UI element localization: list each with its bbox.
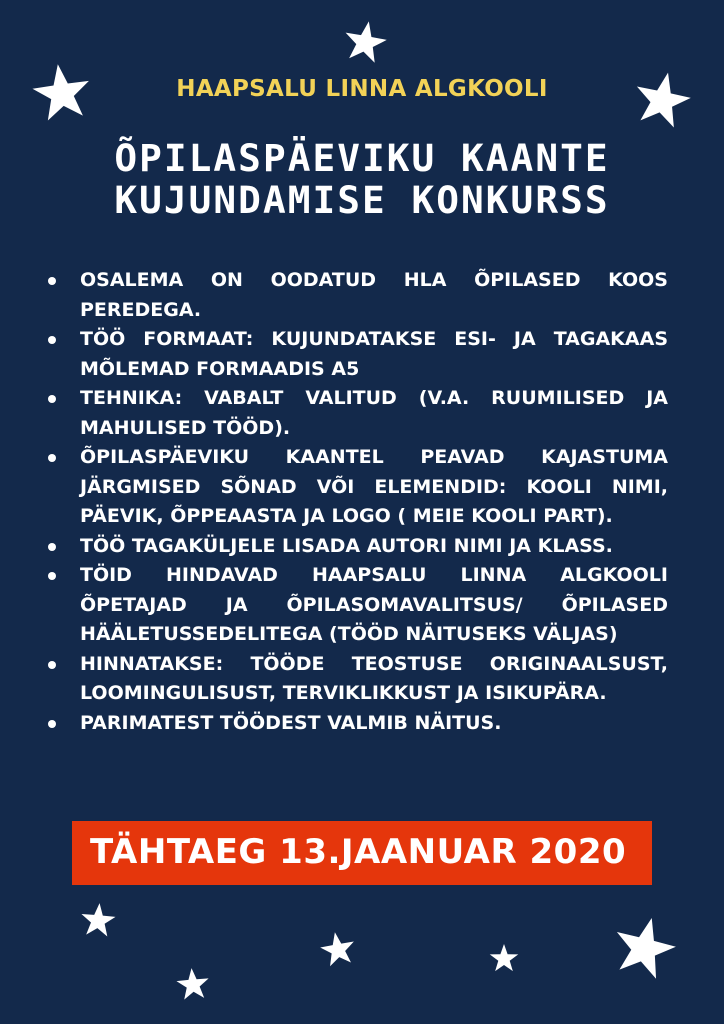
- list-item: [40, 532, 668, 562]
- list-item: [40, 709, 668, 739]
- rule-text: ÕPILASPÄEVIKU KAANTEL PEAVAD KAJASTUMA JÄRGMISED SÕNAD VÕI ELEMENDID: KOOLI NIMI, PÄEVIK, ÕPPEAASTA JA LOGO ( MEIE KOOLI PART).: [80, 446, 668, 527]
- star-icon: [320, 932, 356, 968]
- rule-text: TÖÖ FORMAAT: KUJUNDATAKSE ESI- JA TAGAKAAS MÕLEMAD FORMAADIS A5: [80, 328, 668, 380]
- bullet-icon: [48, 454, 56, 462]
- rules-list: [40, 266, 668, 738]
- list-item: [40, 561, 668, 650]
- star-icon: [80, 903, 116, 939]
- rule-text: PARIMATEST TÖÖDEST VALMIB NÄITUS.: [80, 711, 502, 734]
- star-icon: [612, 917, 676, 981]
- deadline-banner: [72, 821, 652, 885]
- rule-text: TÖÖ TAGAKÜLJELE LISADA AUTORI NIMI JA KLASS.: [80, 534, 613, 557]
- star-icon: [343, 21, 387, 65]
- bullet-icon: [48, 720, 56, 728]
- rule-text: TÖID HINDAVAD HAAPSALU LINNA ALGKOOLI ÕPETAJAD JA ÕPILASOMAVALITSUS/ ÕPILASED HÄÄLETUSSEDELITEGA (TÖÖD NÄITUSEKS VÄLJAS): [80, 564, 668, 645]
- star-icon: [176, 968, 210, 1002]
- bullet-icon: [48, 543, 56, 551]
- rule-text: TEHNIKA: VABALT VALITUD (V.A. RUUMILISED JA MAHULISED TÖÖD).: [80, 387, 668, 439]
- rule-text: OSALEMA ON OODATUD HLA ÕPILASED KOOS PEREDEGA.: [80, 269, 668, 321]
- rule-text: HINNATAKSE: TÖÖDE TEOSTUSE ORIGINAALSUST, LOOMINGULISUST, TERVIKLIKKUST JA ISIKUPÄRA.: [80, 652, 668, 704]
- bullet-icon: [48, 661, 56, 669]
- bullet-icon: [48, 395, 56, 403]
- deadline-text: TÄHTAEG 13.JAANUAR 2020: [90, 832, 627, 872]
- list-item: [40, 443, 668, 532]
- page-title: [0, 138, 724, 222]
- bullet-icon: [48, 336, 56, 344]
- bullet-icon: [48, 277, 56, 285]
- list-item: [40, 266, 668, 325]
- title-line-2: KUJUNDAMISE KONKURSS: [114, 179, 610, 222]
- list-item: [40, 384, 668, 443]
- list-item: [40, 650, 668, 709]
- list-item: [40, 325, 668, 384]
- bullet-icon: [48, 572, 56, 580]
- title-line-1: ÕPILASPÄEVIKU KAANTE: [114, 137, 610, 180]
- organization-name: HAAPSALU LINNA ALGKOOLI: [176, 76, 548, 102]
- star-icon: [489, 944, 519, 974]
